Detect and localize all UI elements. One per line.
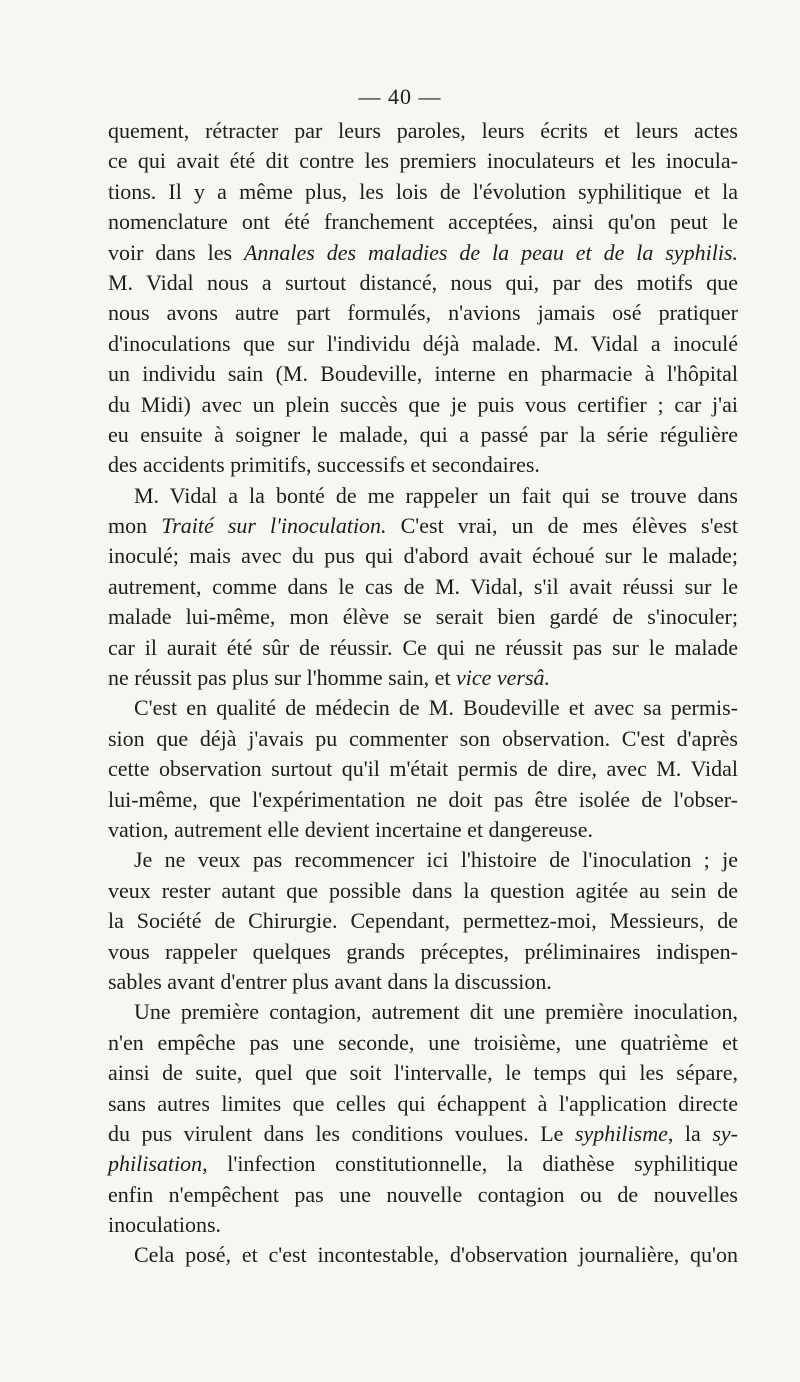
italic-text: philisation [108, 1151, 203, 1177]
text-segment: , la [667, 1120, 713, 1146]
text-line [108, 511, 738, 541]
text-segment: inoculé; mais avec du pus qui d'abord avait échoué sur le malade; [108, 543, 738, 569]
text-line [108, 785, 738, 815]
text-line [108, 572, 738, 602]
text-segment: lui-même, que l'expérimentation ne doit pas être isolée de l'obser- [108, 786, 738, 812]
text-segment: Je ne veux pas recommencer ici l'histoire de l'inoculation ; je [134, 847, 738, 873]
text-line [108, 937, 738, 967]
text-segment: enfin n'empêchent pas une nouvelle contagion ou de nouvelles [108, 1181, 738, 1207]
text-segment: eu ensuite à soigner le malade, qui a passé par la série régulière [108, 421, 738, 447]
text-segment: ne réussit pas plus sur l'homme sain, et [108, 665, 456, 691]
text-segment: nous avons autre part formulés, n'avions jamais osé pratiquer [108, 300, 738, 326]
text-segment: sans autres limites que celles qui échappent à l'application directe [108, 1090, 738, 1116]
text-segment: d'inoculations que sur l'individu déjà malade. M. Vidal a inoculé [108, 330, 738, 356]
italic-text: vice versâ. [455, 665, 551, 691]
body-text [108, 116, 738, 1271]
text-segment: vous rappeler quelques grands préceptes, préliminaires indispen- [108, 938, 738, 964]
text-line [108, 633, 738, 663]
text-segment: du Midi) avec un plein succès que je puis vous certifier ; car j'ai [108, 391, 738, 417]
text-line [108, 390, 738, 420]
text-segment: autrement, comme dans le cas de M. Vidal, s'il avait réussi sur le [108, 573, 738, 599]
text-line [108, 268, 738, 298]
text-line [108, 329, 738, 359]
text-line [108, 1028, 738, 1058]
text-line [108, 359, 738, 389]
text-segment: C'est en qualité de médecin de M. Boudeville et avec sa permis- [134, 695, 738, 721]
text-segment: M. Vidal a la bonté de me rappeler un fait qui se trouve dans [134, 482, 738, 508]
text-line [108, 146, 738, 176]
text-segment: ainsi de suite, quel que soit l'intervalle, le temps qui les sépare, [108, 1060, 738, 1086]
text-segment: tions. Il y a même plus, les lois de l'évolution syphilitique et la [108, 178, 738, 204]
italic-text: sy- [712, 1120, 738, 1146]
text-line [108, 450, 738, 480]
text-line [108, 1119, 738, 1149]
text-line [108, 238, 738, 268]
text-segment: C'est vrai, un de mes élèves s'est [386, 513, 738, 539]
text-segment: , l'infection constitutionnelle, la diathèse syphilitique [202, 1151, 738, 1177]
text-segment: vation, autrement elle devient incertaine et dangereuse. [108, 816, 593, 842]
text-line [108, 1180, 738, 1210]
text-segment: des accidents primitifs, successifs et secondaires. [108, 452, 540, 478]
text-segment: un individu sain (M. Boudeville, interne en pharmacie à l'hôpital [108, 361, 738, 387]
text-line [108, 602, 738, 632]
text-line [108, 724, 738, 754]
text-line [108, 116, 738, 146]
text-segment: malade lui-même, mon élève se serait bien gardé de s'inoculer; [108, 604, 738, 630]
text-line [108, 298, 738, 328]
text-segment: quement, rétracter par leurs paroles, leurs écrits et leurs actes [108, 118, 738, 143]
text-segment: sion que déjà j'avais pu commenter son observation. C'est d'après [108, 725, 738, 751]
text-line [108, 997, 738, 1027]
text-line [108, 177, 738, 207]
text-segment: mon [108, 513, 162, 539]
text-line [108, 1149, 738, 1179]
page-number: — 40 — [358, 84, 442, 109]
italic-text: Annales des maladies de la peau et de la syphilis. [243, 239, 739, 265]
text-line [108, 967, 738, 997]
text-line [108, 1089, 738, 1119]
text-segment: sables avant d'entrer plus avant dans la discussion. [108, 968, 552, 994]
text-segment: cette observation surtout qu'il m'était permis de dire, avec M. Vidal [108, 756, 738, 782]
text-segment: voir dans les [108, 239, 244, 265]
text-line [108, 1058, 738, 1088]
italic-text: Traité sur l'inoculation. [161, 513, 387, 539]
text-line [108, 1210, 738, 1240]
text-segment: du pus virulent dans les conditions voulues. Le [108, 1120, 575, 1146]
text-line [108, 481, 738, 511]
text-line [108, 754, 738, 784]
text-line [108, 207, 738, 237]
text-line [108, 876, 738, 906]
text-line [108, 906, 738, 936]
text-line [108, 420, 738, 450]
text-line [108, 693, 738, 723]
text-segment: n'en empêche pas une seconde, une troisième, une quatrième et [108, 1029, 738, 1055]
text-segment: Cela posé, et c'est incontestable, d'observation journalière, qu'on [134, 1242, 738, 1268]
text-line [108, 663, 738, 693]
italic-text: syphilisme [574, 1120, 668, 1146]
text-segment: car il aurait été sûr de réussir. Ce qui ne réussit pas sur le malade [108, 634, 738, 660]
text-line [108, 1240, 738, 1270]
text-segment: veux rester autant que possible dans la question agitée au sein de [108, 877, 738, 903]
text-line [108, 815, 738, 845]
text-segment: M. Vidal nous a surtout distancé, nous qui, par des motifs que [108, 269, 738, 295]
text-segment: inoculations. [108, 1212, 222, 1238]
text-segment: nomenclature ont été franchement acceptées, ainsi qu'on peut le [108, 209, 738, 235]
text-line [108, 845, 738, 875]
text-segment: Une première contagion, autrement dit une première inoculation, [134, 999, 738, 1025]
text-line [108, 541, 738, 571]
text-segment: la Société de Chirurgie. Cependant, permettez-moi, Messieurs, de [108, 908, 738, 934]
text-segment: ce qui avait été dit contre les premiers inoculateurs et les inocula- [108, 148, 738, 174]
